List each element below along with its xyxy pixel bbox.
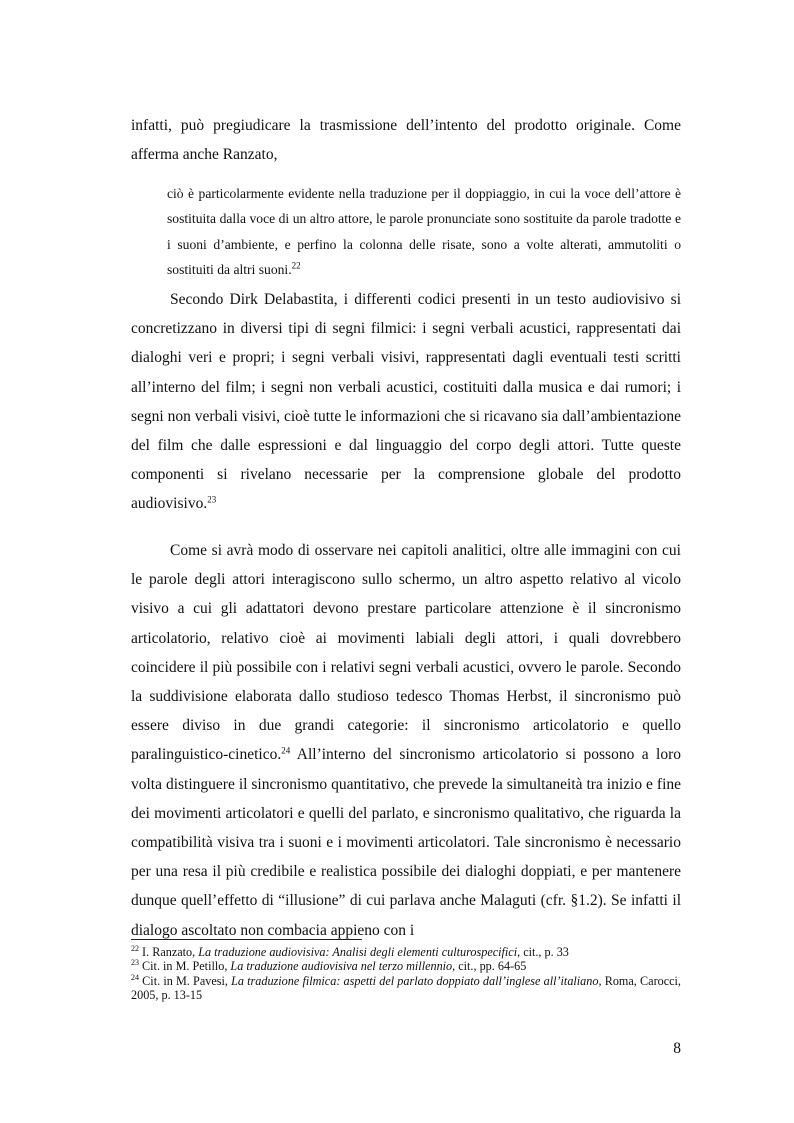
footnote-author: I. Ranzato,	[139, 945, 199, 959]
paragraph-text-part-2: All’interno del sincronismo articolatorio si possono a loro volta distinguere il sincronismo quantitativo, che prevede la simultaneità tra inizio e fine dei movimenti articolatori e quelli del parlato, e sincronismo qualitativo, che riguarda la compatibilità visiva tra i suoni e i movimenti articolatori. Tale sincronismo è necessario per una resa il più credibile e realistica possibile dei dialoghi doppiati, e per mantenere dunque quell’effetto di “illusione” di cui parlava anche Malaguti (cfr. §1.2). Se infatti il dialogo ascoltato non combacia appieno con i	[131, 746, 681, 939]
intro-paragraph	[131, 111, 681, 169]
block-quote	[167, 181, 681, 282]
footnote-author: Cit. in M. Petillo,	[139, 959, 231, 974]
footnote-details: , cit., p. 33	[517, 945, 569, 959]
footnote-author: Cit. in M. Pavesi,	[139, 973, 232, 988]
footnote-details: , Roma, Carocci, 2005, p. 13-15	[131, 973, 681, 1003]
paragraph-sincronismo	[131, 536, 681, 945]
paragraph-text-part-1: Come si avrà modo di osservare nei capitoli analitici, oltre alle immagini con cui le parole degli attori interagiscono sullo schermo, un altro aspetto relativo al vicolo visivo a cui gli adattatori devono prestare particolare attenzione è il sincronismo articolatorio, relativo cioè ai movimenti labiali degli attori, i quali dovrebbero coincidere il più possibile con i relativi segni verbali acustici, ovvero le parole. Secondo la suddivisione elaborata dallo studioso tedesco Thomas Herbst, il sincronismo può essere diviso in due grandi categorie: il sincronismo articolatorio e quello paralinguistico-cinetico.	[131, 542, 681, 764]
footnote-ref-22: 22	[291, 260, 301, 271]
footnote-title: La traduzione audiovisiva: Analisi degli elementi culturospecifici	[198, 945, 518, 959]
footnote-ref-24: 24	[281, 746, 291, 757]
footnotes	[131, 945, 681, 1003]
intro-text: infatti, può pregiudicare la trasmissione dell’intento del prodotto originale. Come afferma anche Ranzato,	[131, 117, 681, 164]
footnote-details: , cit., pp. 64-65	[452, 959, 527, 974]
footnote-ref-23: 23	[207, 495, 217, 506]
footnote-23	[131, 959, 681, 973]
footnote-22	[131, 945, 681, 959]
paragraph-delabastita	[131, 285, 681, 519]
footnote-separator	[131, 939, 362, 940]
footnote-title: La traduzione audiovisiva nel terzo millennio	[230, 959, 453, 974]
footnote-number: 22	[131, 944, 139, 954]
paragraph-text: Secondo Dirk Delabastita, i differenti codici presenti in un testo audiovisivo si concretizzano in diversi tipi di segni filmici: i segni verbali acustici, rappresentati dai dialoghi veri e propri; i segni verbali visivi, rappresentati dagli eventuali testi scritti all’interno del film; i segni non verbali acustici, costituiti dalla musica e dai rumori; i segni non verbali visivi, cioè tutte le informazioni che si ricavano sia dall’ambientazione del film che dalle espressioni e dal linguaggio del corpo degli attori. Tutte queste componenti si rivelano necessarie per la comprensione globale del prodotto audiovisivo.	[131, 291, 681, 513]
footnote-24	[131, 974, 681, 1003]
footnote-number: 24	[131, 973, 139, 983]
footnote-title: La traduzione filmica: aspetti del parlato doppiato dall’inglese all’italiano	[231, 973, 599, 988]
footnote-number: 23	[131, 958, 139, 968]
quote-text: ciò è particolarmente evidente nella traduzione per il doppiaggio, in cui la voce dell’attore è sostituita dalla voce di un altro attore, le parole pronunciate sono sostituite da parole tradotte e i suoni d’ambiente, e perfino la colonna delle risate, sono a volte alterati, ammutoliti o sostituiti da altri suoni.	[167, 186, 681, 277]
page-number: 8	[673, 1040, 681, 1057]
